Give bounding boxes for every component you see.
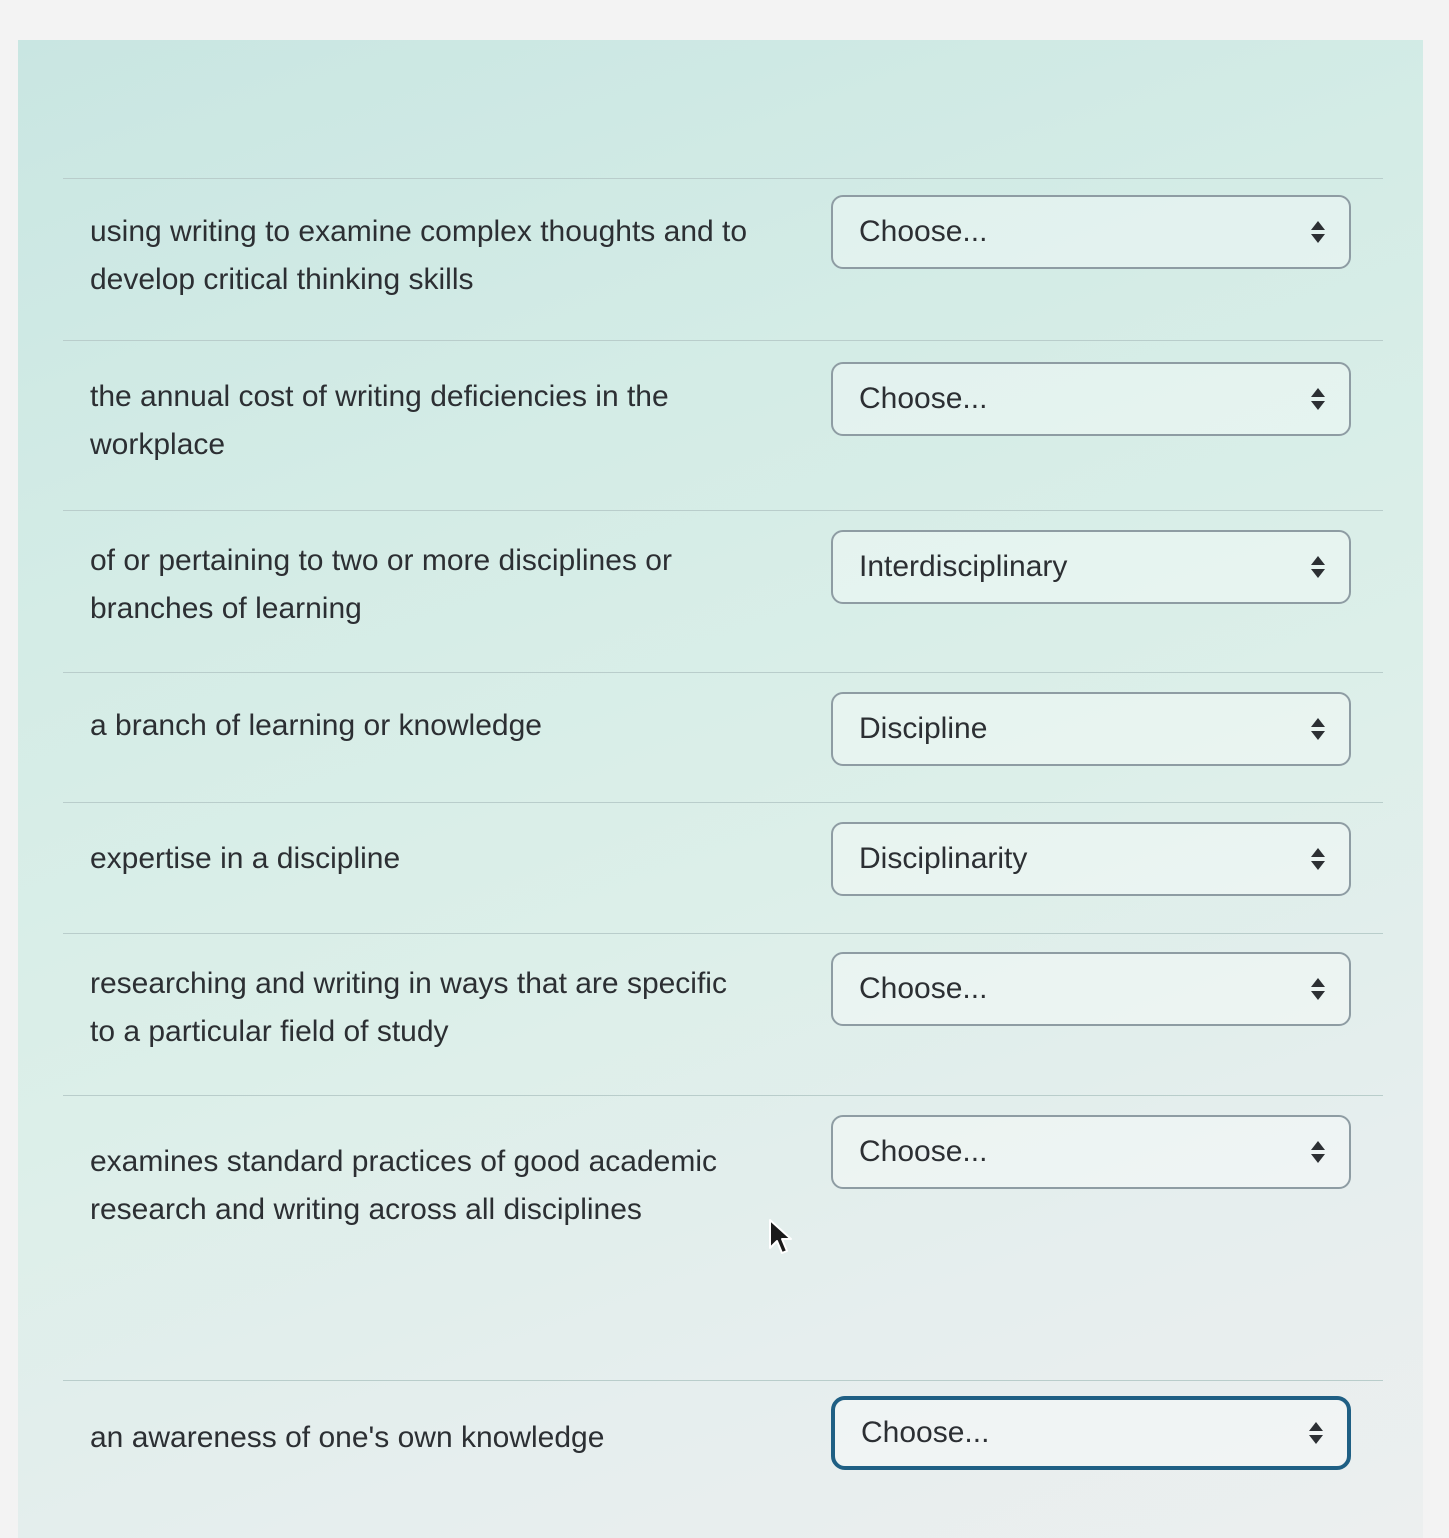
chevron-updown-icon [1311, 1141, 1325, 1163]
match-select-2[interactable] [831, 362, 1351, 436]
match-select-6-value: Choose... [859, 972, 988, 1005]
chevron-updown-icon [1311, 556, 1325, 578]
match-select-8[interactable] [831, 1396, 1351, 1470]
match-select-7-value: Choose... [859, 1135, 988, 1168]
match-select-2-value: Choose... [859, 382, 988, 415]
match-select-8-value: Choose... [861, 1416, 990, 1449]
row-divider [63, 672, 1383, 673]
match-select-4-value: Discipline [859, 712, 988, 745]
chevron-updown-icon [1311, 718, 1325, 740]
match-select-3-value: Interdisciplinary [859, 550, 1068, 583]
match-prompt-1: using writing to examine complex thoughts and to develop critical thinking skills [90, 215, 748, 296]
row-divider [63, 1380, 1383, 1381]
chevron-updown-icon [1311, 848, 1325, 870]
chevron-updown-icon [1311, 978, 1325, 1000]
match-prompt-8: an awareness of one's own knowledge [90, 1421, 605, 1454]
match-select-1-value: Choose... [859, 215, 988, 248]
row-divider [63, 933, 1383, 934]
matching-question-panel [18, 40, 1423, 1538]
match-select-6[interactable] [831, 952, 1351, 1026]
chevron-updown-icon [1311, 221, 1325, 243]
match-prompt-2: the annual cost of writing deficiencies in the workplace [90, 380, 669, 461]
match-select-7[interactable] [831, 1115, 1351, 1189]
match-prompt-5: expertise in a discipline [90, 842, 401, 875]
chevron-updown-icon [1311, 388, 1325, 410]
match-select-3[interactable] [831, 530, 1351, 604]
row-divider [63, 802, 1383, 803]
match-select-5[interactable] [831, 822, 1351, 896]
row-divider [63, 178, 1383, 179]
match-select-5-value: Disciplinarity [859, 842, 1028, 875]
mouse-pointer-icon [768, 1218, 794, 1256]
row-divider [63, 510, 1383, 511]
match-prompt-7: examines standard practices of good academic research and writing across all disciplines [90, 1145, 718, 1226]
row-divider [63, 1095, 1383, 1096]
chevron-updown-icon [1309, 1422, 1323, 1444]
match-prompt-3: of or pertaining to two or more disciplines or branches of learning [90, 544, 672, 625]
match-prompt-6: researching and writing in ways that are specific to a particular field of study [90, 967, 727, 1048]
row-divider [63, 340, 1383, 341]
match-prompt-4: a branch of learning or knowledge [90, 709, 542, 742]
match-select-4[interactable] [831, 692, 1351, 766]
match-select-1[interactable] [831, 195, 1351, 269]
